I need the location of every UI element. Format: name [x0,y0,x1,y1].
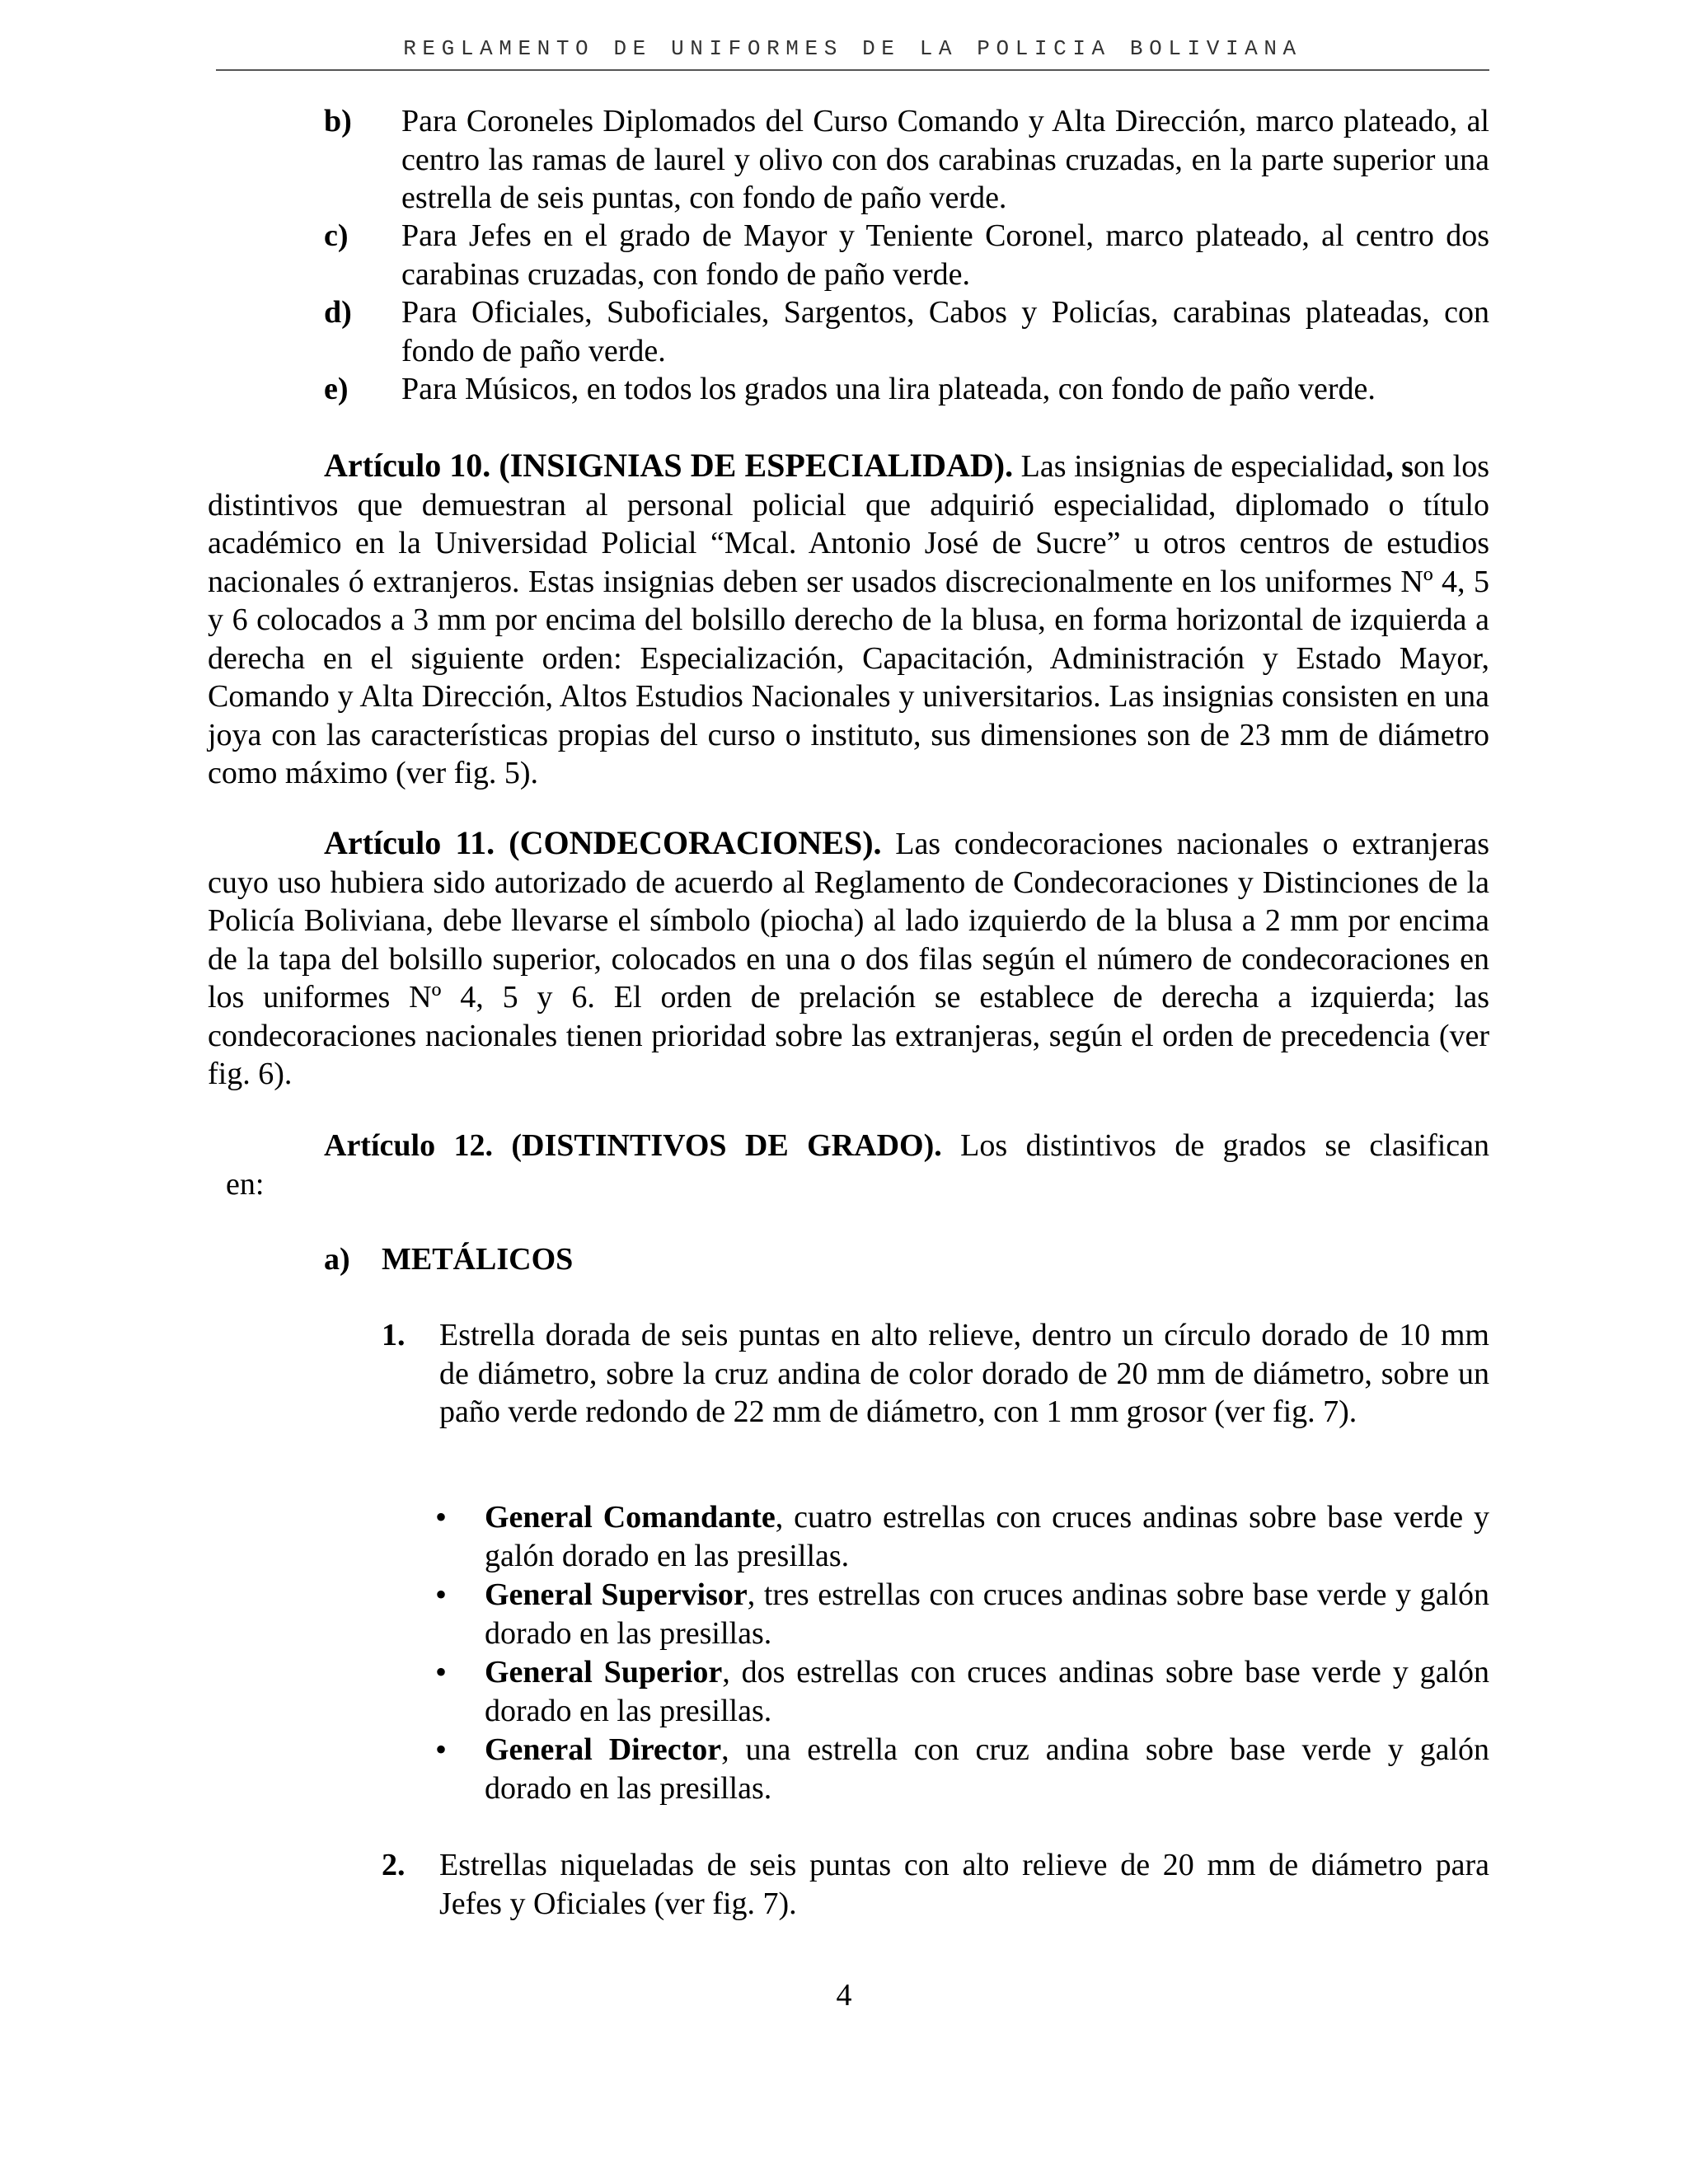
item-number-1: 1. [382,1318,406,1352]
rank-name: General Supervisor [485,1577,748,1612]
bullet-icon: • [435,1498,448,1535]
article-12 [324,1127,1489,1165]
article-10-text: on los distintivos que demuestran al personal policial que adquirió especialidad, diplomado o título académico en la Universidad Policial “Mcal. Antonio José de Sucre” u otros centros de estudios nacionales ó extranjeros. Estas insignias deben ser usados discrecionalmente en los uniformes Nº 4, 5 y 6 colocados a 3 mm por encima del bolsillo derecho de la blusa, en forma horizontal de izquierda a derecha en el siguiente orden: Especialización, Capacitación, Administración y Estado Mayor, Comando y Alta Dirección, Altos Estudios Nacionales y universitarios. Las insignias consisten en una joya con las características propias del curso o instituto, sus dimensiones son de 23 mm de diámetro como máximo (ver fig. 5). [208,449,1489,790]
article-10-title: Artículo 10. (INSIGNIAS DE ESPECIALIDAD). [324,447,1014,484]
bullet-item-general-supervisor [485,1576,1489,1652]
rank-description: , dos estrellas con cruces andinas sobre base verde y galón dorado en las presillas. [485,1655,1490,1728]
list-item-d: Para Oficiales, Suboficiales, Sargentos, Cabos y Policías, carabinas plateadas, con fondo de paño verde. [401,295,1489,368]
rank-name: General Director [485,1732,722,1767]
rank-description: , cuatro estrellas con cruces andinas sobre base verde y galón dorado en las presillas. [485,1500,1489,1573]
list-label-c: c) [324,218,349,253]
section-label-a: a) [324,1242,350,1277]
article-11-title: Artículo 11. (CONDECORACIONES). [324,824,882,861]
article-10-text-pre: Las insignias de especialidad [1013,449,1386,484]
page-number: 4 [836,1978,852,2013]
list-item-b: Para Coroneles Diplomados del Curso Comando y Alta Dirección, marco plateado, al centro las ramas de laurel y olivo con dos carabinas cruzadas, en la parte superior una estrella de seis puntas, con fondo de paño verde. [401,104,1489,215]
bullet-item-general-superior [485,1653,1489,1730]
article-11-text: Las condecoraciones nacionales o extranjeras cuyo uso hubiera sido autorizado de acuerdo al Reglamento de Condecoraciones y Distinciones de la Policía Boliviana, debe llevarse el símbolo (piocha) al lado izquierdo de la blusa a 2 mm por encima de la tapa del bolsillo superior, colocados en una o dos filas según el número de condecoraciones en los uniformes Nº 4, 5 y 6. El orden de prelación se establece de derecha a izquierda; las condecoraciones nacionales tienen prioridad sobre las extranjeras, según el orden de precedencia (ver fig. 6). [208,827,1489,1091]
article-12-text: Los distintivos de grados se clasifican [941,1128,1489,1163]
article-12-title: Artículo 12. (DISTINTIVOS DE GRADO). [324,1128,942,1163]
article-11 [208,824,1489,1094]
list-item-c: Para Jefes en el grado de Mayor y Teniente Coronel, marco plateado, al centro dos carabinas cruzadas, con fondo de paño verde. [401,218,1489,292]
article-10 [208,447,1489,793]
item-1-text: Estrella dorada de seis puntas en alto relieve, dentro un círculo dorado de 10 mm de diámetro, sobre la cruz andina de color dorado de 20 mm de diámetro, sobre un paño verde redondo de 22 mm de diámetro, con 1 mm grosor (ver fig. 7). [439,1318,1489,1429]
section-title-metalicos: METÁLICOS [382,1242,574,1277]
list-label-d: d) [324,295,352,330]
rank-description: , una estrella con cruz andina sobre base verde y galón dorado en las presillas. [485,1732,1489,1806]
item-2-text: Estrellas niqueladas de seis puntas con alto relieve de 20 mm de diámetro para Jefes y Oficiales (ver fig. 7). [439,1848,1489,1921]
article-10-bold-fragment: , s [1386,449,1414,484]
bullet-icon: • [435,1731,448,1768]
bullet-icon: • [435,1653,448,1690]
bullet-item-general-director [485,1731,1489,1807]
list-label-b: b) [324,104,352,138]
rank-description: , tres estrellas con cruces andinas sobre base verde y galón dorado en las presillas. [485,1577,1489,1651]
header-rule [216,69,1489,71]
bullet-icon: • [435,1576,448,1613]
list-label-e: e) [324,372,349,406]
article-12-continuation: en: [226,1167,265,1202]
list-item-e: Para Músicos, en todos los grados una lira plateada, con fondo de paño verde. [401,372,1376,406]
rank-name: General Comandante [485,1500,776,1535]
rank-name: General Superior [485,1655,723,1690]
running-header: REGLAMENTO DE UNIFORMES DE LA POLICIA BOLIVIANA [403,36,1302,61]
item-number-2: 2. [382,1848,406,1882]
bullet-item-general-comandante [485,1498,1489,1575]
